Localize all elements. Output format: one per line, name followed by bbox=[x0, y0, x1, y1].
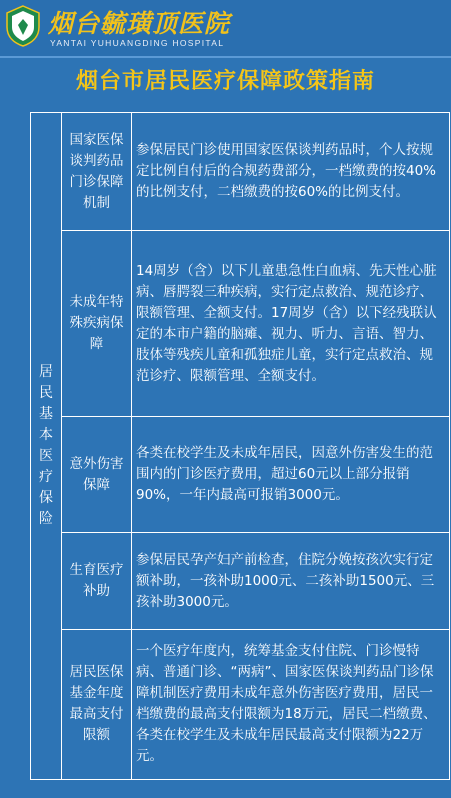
hospital-logo-icon bbox=[6, 5, 40, 47]
row-name: 未成年特殊疾病保障 bbox=[62, 231, 132, 416]
table-row bbox=[62, 113, 449, 231]
row-name: 生育医疗补助 bbox=[62, 533, 132, 628]
hospital-name-en: YANTAI YUHUANGDING HOSPITAL bbox=[50, 38, 225, 48]
hospital-header bbox=[0, 0, 451, 56]
row-name: 居民医保基金年度最高支付限额 bbox=[62, 630, 132, 779]
table-row bbox=[62, 417, 449, 533]
header-divider bbox=[0, 56, 451, 58]
category-label: 居民基本医疗保险 bbox=[39, 364, 53, 527]
row-description: 各类在校学生及未成年居民，因意外伤害发生的范围内的门诊医疗费用，超过60元以上部分报销90%，一年内最高可报销3000元。 bbox=[136, 445, 433, 504]
row-description: 一个医疗年度内，统筹基金支付住院、门诊慢特病、普通门诊、“两病”、国家医保谈判药品门诊保障机制医疗费用未成年意外伤害医疗费用，居民一档缴费的最高支付限额为18万元，居民二档缴费、各类在校学生及未成年居民最高支付限额为22万元。 bbox=[136, 643, 437, 765]
table-row bbox=[62, 533, 449, 629]
page-title: 烟台市居民医疗保障政策指南 bbox=[75, 69, 375, 94]
row-description: 参保居民门诊使用国家医保谈判药品时，个人按规定比例自付后的合规药费部分，一档缴费的按40%的比例支付，二档缴费的按60%的比例支付。 bbox=[136, 142, 437, 201]
hospital-name-cn: 烟台毓璜顶医院 bbox=[48, 9, 231, 38]
row-name: 意外伤害保障 bbox=[62, 417, 132, 532]
row-description: 14周岁（含）以下儿童患急性白血病、先天性心脏病、唇腭裂三种疾病，实行定点救治、规范诊疗、限额管理、全额支付。17周岁（含）以下经残联认定的本市户籍的脑瘫、视力、听力、言语、智力、肢体等残疾儿童和孤独症儿童，实行定点救治、规范诊疗、限额管理、全额支付。 bbox=[136, 262, 437, 384]
table-row bbox=[62, 630, 449, 779]
row-name: 国家医保谈判药品门诊保障机制 bbox=[62, 113, 132, 230]
policy-table bbox=[30, 112, 450, 780]
row-description: 参保居民孕产妇产前检查，住院分娩按孩次实行定额补助，一孩补助1000元、二孩补助1500元、三孩补助3000元。 bbox=[136, 551, 435, 610]
table-row bbox=[62, 231, 449, 417]
category-cell bbox=[31, 113, 62, 779]
policy-rows bbox=[62, 113, 449, 779]
